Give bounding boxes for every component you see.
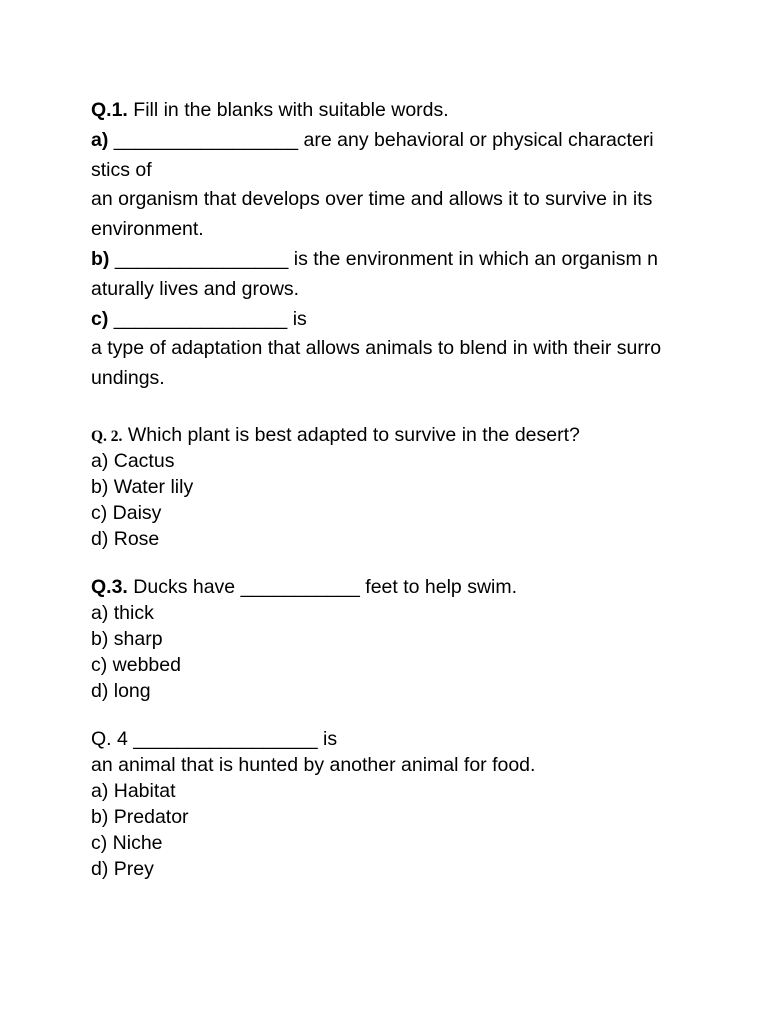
q3-question: Ducks have ___________ feet to help swim. — [127, 575, 518, 598]
q3-option-d: d) long — [91, 679, 151, 702]
q1-instruction: Fill in the blanks with suitable words. — [127, 99, 449, 121]
q2-option-d: d) Rose — [91, 527, 160, 550]
q4-option-d: d) Prey — [91, 857, 154, 880]
q1b-label: b) — [91, 247, 110, 270]
question-2 — [91, 422, 711, 552]
q1c-line-1 — [91, 305, 711, 335]
question-4 — [91, 726, 711, 882]
q1a-label: a) — [91, 128, 109, 151]
q3-option-a: a) thick — [91, 601, 154, 624]
q4-question-line-2: an animal that is hunted by another animal for food. — [91, 753, 536, 776]
q1b-text-1: ________________ is the environment in which an organism n — [109, 247, 658, 270]
q2-option-b: b) Water lily — [91, 475, 194, 498]
q2-option-a: a) Cactus — [91, 449, 175, 472]
q1a-line-3: an organism that develops over time and allows it to survive in its — [91, 188, 653, 211]
q1c-text-1: ________________ is — [108, 307, 307, 330]
q2-question: Which plant is best adapted to survive in the desert? — [122, 423, 580, 446]
q2-number: Q. 2. — [91, 427, 123, 445]
q4-question-line-1: Q. 4 _________________ is — [91, 727, 338, 750]
worksheet — [91, 96, 711, 882]
q1a-line-4: environment. — [91, 218, 204, 241]
question-3 — [91, 574, 711, 704]
q1-number: Q.1. — [91, 99, 128, 121]
q1a-line-2: stics of — [91, 158, 152, 181]
q1b-line-1 — [91, 245, 711, 275]
q2-question-line — [91, 422, 711, 448]
q4-option-c: c) Niche — [91, 831, 163, 854]
question-1 — [91, 96, 711, 394]
q1c-line-2: a type of adaptation that allows animals to blend in with their surro — [91, 337, 662, 360]
q3-option-c: c) webbed — [91, 653, 181, 676]
q1c-line-3: undings. — [91, 367, 165, 390]
q1a-text-1: _________________ are any behavioral or physical characteri — [108, 128, 654, 151]
q3-number: Q.3. — [91, 575, 128, 598]
q1c-label: c) — [91, 307, 109, 330]
q1a-line-1 — [91, 126, 711, 156]
q2-option-c: c) Daisy — [91, 501, 162, 524]
q3-option-b: b) sharp — [91, 627, 163, 650]
q3-question-line — [91, 574, 711, 600]
q4-option-a: a) Habitat — [91, 779, 176, 802]
q1b-line-2: aturally lives and grows. — [91, 277, 300, 300]
q4-option-b: b) Predator — [91, 805, 189, 828]
q1-instruction-line — [91, 96, 711, 126]
